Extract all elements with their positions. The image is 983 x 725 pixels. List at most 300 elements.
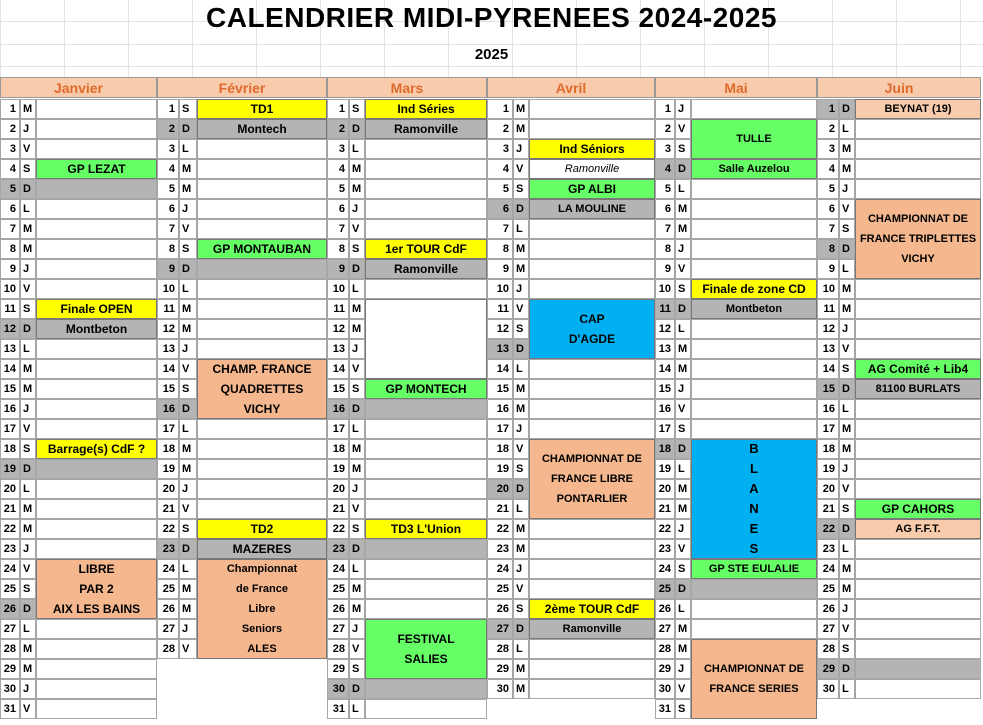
day-event-cell[interactable] xyxy=(365,499,487,519)
day-event-cell[interactable] xyxy=(855,559,981,579)
event-line: PONTARLIER xyxy=(556,493,628,505)
day-event-cell[interactable] xyxy=(36,339,157,359)
day-event-cell[interactable] xyxy=(691,399,817,419)
event-block[interactable] xyxy=(855,99,981,119)
weekday-letter: L xyxy=(349,279,365,299)
event-block[interactable] xyxy=(855,499,981,519)
day-event-cell[interactable] xyxy=(529,359,655,379)
event-line: FRANCE TRIPLETTES xyxy=(859,233,977,245)
day-number: 27 xyxy=(0,619,20,639)
day-event-cell[interactable] xyxy=(365,219,487,239)
event-line: LIBRE xyxy=(78,562,115,576)
month-header-juin: Juin xyxy=(817,77,981,98)
weekday-letter: S xyxy=(349,99,365,119)
event-block[interactable] xyxy=(36,299,157,319)
day-number: 28 xyxy=(817,639,839,659)
event-block[interactable] xyxy=(197,539,327,559)
day-number: 13 xyxy=(655,339,675,359)
day-event-cell[interactable] xyxy=(36,639,157,659)
day-number: 11 xyxy=(487,299,513,319)
weekday-letter: J xyxy=(839,319,855,339)
weekday-letter: L xyxy=(349,419,365,439)
day-event-cell[interactable] xyxy=(365,279,487,299)
day-number: 22 xyxy=(817,519,839,539)
day-event-cell[interactable] xyxy=(197,499,327,519)
day-number: 5 xyxy=(327,179,349,199)
day-event-cell[interactable] xyxy=(529,419,655,439)
day-event-cell[interactable] xyxy=(365,539,487,559)
weekday-letter: S xyxy=(349,519,365,539)
weekday-letter: J xyxy=(675,239,691,259)
day-number: 31 xyxy=(327,699,349,719)
weekday-letter: V xyxy=(675,259,691,279)
weekday-letter: M xyxy=(349,299,365,319)
day-number: 10 xyxy=(327,279,349,299)
day-event-cell[interactable] xyxy=(197,259,327,279)
weekday-letter: D xyxy=(349,259,365,279)
day-event-cell[interactable] xyxy=(529,659,655,679)
weekday-letter: V xyxy=(839,619,855,639)
day-event-cell[interactable] xyxy=(197,139,327,159)
day-event-cell[interactable] xyxy=(529,539,655,559)
day-number: 11 xyxy=(327,299,349,319)
day-event-cell[interactable] xyxy=(197,219,327,239)
day-number: 2 xyxy=(487,119,513,139)
event-line: Libre xyxy=(248,603,276,615)
day-event-cell[interactable] xyxy=(529,239,655,259)
event-line: CHAMP. FRANCE xyxy=(212,362,312,376)
event-block[interactable] xyxy=(36,559,157,619)
event-block[interactable] xyxy=(197,99,327,119)
event-block[interactable] xyxy=(855,379,981,399)
day-number: 13 xyxy=(0,339,20,359)
day-event-cell[interactable] xyxy=(529,639,655,659)
day-event-cell[interactable] xyxy=(529,679,655,699)
event-block[interactable] xyxy=(529,599,655,619)
day-event-cell[interactable] xyxy=(365,559,487,579)
day-event-cell[interactable] xyxy=(855,439,981,459)
day-event-cell[interactable] xyxy=(36,679,157,699)
weekday-letter: D xyxy=(20,319,36,339)
event-block[interactable] xyxy=(197,239,327,259)
day-event-cell[interactable] xyxy=(855,679,981,699)
weekday-letter: M xyxy=(675,219,691,239)
event-line: VICHY xyxy=(243,402,281,416)
day-event-cell[interactable] xyxy=(365,399,487,419)
event-block[interactable] xyxy=(36,159,157,179)
day-event-cell[interactable] xyxy=(197,299,327,319)
event-block[interactable] xyxy=(365,519,487,539)
event-block[interactable] xyxy=(691,559,817,579)
day-event-cell[interactable] xyxy=(691,319,817,339)
event-line: S xyxy=(749,541,759,556)
day-event-cell[interactable] xyxy=(855,399,981,419)
weekday-letter: M xyxy=(20,519,36,539)
weekday-letter: J xyxy=(349,479,365,499)
weekday-letter: L xyxy=(349,559,365,579)
day-number: 30 xyxy=(487,679,513,699)
day-number: 10 xyxy=(487,279,513,299)
weekday-letter: V xyxy=(675,679,691,699)
day-event-cell[interactable] xyxy=(855,279,981,299)
day-number: 3 xyxy=(157,139,179,159)
day-number: 18 xyxy=(817,439,839,459)
weekday-letter: S xyxy=(839,359,855,379)
day-number: 11 xyxy=(817,299,839,319)
day-number: 8 xyxy=(327,239,349,259)
day-event-cell[interactable] xyxy=(529,119,655,139)
day-event-cell[interactable] xyxy=(855,179,981,199)
weekday-letter: D xyxy=(349,679,365,699)
event-line: Ind Séniors xyxy=(559,142,625,156)
day-event-cell[interactable] xyxy=(197,179,327,199)
event-block[interactable] xyxy=(197,359,327,419)
day-event-cell[interactable] xyxy=(691,579,817,599)
day-number: 2 xyxy=(0,119,20,139)
day-event-cell[interactable] xyxy=(197,159,327,179)
day-event-cell[interactable] xyxy=(691,379,817,399)
day-event-cell[interactable] xyxy=(197,419,327,439)
day-event-cell[interactable] xyxy=(855,419,981,439)
day-number: 21 xyxy=(655,499,675,519)
event-block[interactable] xyxy=(691,279,817,299)
event-block[interactable] xyxy=(855,199,981,279)
event-block[interactable] xyxy=(529,139,655,159)
weekday-letter: M xyxy=(513,519,529,539)
weekday-letter: J xyxy=(513,559,529,579)
day-event-cell[interactable] xyxy=(529,99,655,119)
weekday-letter: V xyxy=(179,639,197,659)
day-event-cell[interactable] xyxy=(36,499,157,519)
weekday-letter: L xyxy=(675,319,691,339)
day-event-cell[interactable] xyxy=(365,479,487,499)
day-number: 22 xyxy=(0,519,20,539)
day-event-cell[interactable] xyxy=(36,279,157,299)
event-line: FRANCE LIBRE xyxy=(551,473,633,485)
day-event-cell[interactable] xyxy=(36,419,157,439)
day-number: 21 xyxy=(0,499,20,519)
day-number: 18 xyxy=(157,439,179,459)
day-number: 25 xyxy=(0,579,20,599)
day-number: 5 xyxy=(0,179,20,199)
day-event-cell[interactable] xyxy=(691,339,817,359)
weekday-letter: J xyxy=(839,179,855,199)
weekday-letter: D xyxy=(179,119,197,139)
day-event-cell[interactable] xyxy=(529,399,655,419)
event-block[interactable] xyxy=(529,619,655,639)
day-event-cell[interactable] xyxy=(529,559,655,579)
event-block[interactable] xyxy=(365,299,487,379)
day-event-cell[interactable] xyxy=(691,259,817,279)
event-line: Finale OPEN xyxy=(60,302,133,316)
day-event-cell[interactable] xyxy=(36,99,157,119)
month-header-mai: Mai xyxy=(655,77,817,98)
day-number: 14 xyxy=(487,359,513,379)
day-number: 23 xyxy=(157,539,179,559)
day-event-cell[interactable] xyxy=(36,379,157,399)
day-number: 24 xyxy=(817,559,839,579)
day-number: 25 xyxy=(487,579,513,599)
day-event-cell[interactable] xyxy=(691,99,817,119)
event-line: SALIES xyxy=(404,652,448,666)
event-block[interactable] xyxy=(691,639,817,719)
event-block[interactable] xyxy=(529,179,655,199)
weekday-letter: S xyxy=(839,219,855,239)
day-event-cell[interactable] xyxy=(365,419,487,439)
day-event-cell[interactable] xyxy=(36,459,157,479)
day-number: 17 xyxy=(157,419,179,439)
weekday-letter: D xyxy=(839,379,855,399)
day-event-cell[interactable] xyxy=(855,619,981,639)
day-event-cell[interactable] xyxy=(855,299,981,319)
weekday-letter: L xyxy=(839,119,855,139)
day-event-cell[interactable] xyxy=(36,259,157,279)
day-event-cell[interactable] xyxy=(36,239,157,259)
weekday-letter: J xyxy=(513,419,529,439)
day-event-cell[interactable] xyxy=(197,279,327,299)
weekday-letter: M xyxy=(513,99,529,119)
weekday-letter: J xyxy=(513,139,529,159)
event-line: Championnat xyxy=(226,563,298,575)
day-number: 8 xyxy=(487,239,513,259)
event-line: TD2 xyxy=(250,522,274,536)
event-line: GP MONTAUBAN xyxy=(212,242,312,256)
day-event-cell[interactable] xyxy=(529,519,655,539)
event-block[interactable] xyxy=(529,299,655,359)
event-block[interactable] xyxy=(36,439,157,459)
day-number: 26 xyxy=(817,599,839,619)
event-block[interactable] xyxy=(36,319,157,339)
weekday-letter: M xyxy=(675,339,691,359)
event-line: GP ALBI xyxy=(567,182,616,196)
day-event-cell[interactable] xyxy=(365,199,487,219)
event-line: Montbeton xyxy=(65,322,128,336)
day-number: 6 xyxy=(327,199,349,219)
event-line: FESTIVAL xyxy=(397,632,455,646)
day-event-cell[interactable] xyxy=(855,599,981,619)
event-block[interactable] xyxy=(197,519,327,539)
weekday-letter: J xyxy=(20,119,36,139)
day-number: 29 xyxy=(817,659,839,679)
weekday-letter: M xyxy=(675,499,691,519)
day-number: 21 xyxy=(157,499,179,519)
event-block[interactable] xyxy=(365,99,487,119)
weekday-letter: M xyxy=(179,599,197,619)
event-block[interactable] xyxy=(529,439,655,519)
day-number: 15 xyxy=(655,379,675,399)
day-number: 23 xyxy=(487,539,513,559)
day-event-cell[interactable] xyxy=(365,439,487,459)
event-block[interactable] xyxy=(197,119,327,139)
day-event-cell[interactable] xyxy=(36,199,157,219)
day-event-cell[interactable] xyxy=(691,179,817,199)
day-event-cell[interactable] xyxy=(365,699,487,719)
day-event-cell[interactable] xyxy=(855,319,981,339)
day-number: 22 xyxy=(157,519,179,539)
event-block[interactable] xyxy=(691,119,817,159)
day-number: 7 xyxy=(655,219,675,239)
weekday-letter: M xyxy=(513,379,529,399)
weekday-letter: M xyxy=(20,99,36,119)
day-event-cell[interactable] xyxy=(36,619,157,639)
day-event-cell[interactable] xyxy=(529,219,655,239)
day-number: 9 xyxy=(655,259,675,279)
event-block[interactable] xyxy=(691,299,817,319)
day-event-cell[interactable] xyxy=(529,579,655,599)
weekday-letter: S xyxy=(179,99,197,119)
day-number: 17 xyxy=(817,419,839,439)
day-event-cell[interactable] xyxy=(197,199,327,219)
weekday-letter: J xyxy=(179,479,197,499)
weekday-letter: V xyxy=(839,199,855,219)
event-line: FRANCE SERIES xyxy=(709,683,799,695)
weekday-letter: D xyxy=(179,259,197,279)
day-event-cell[interactable] xyxy=(855,579,981,599)
day-event-cell[interactable] xyxy=(691,619,817,639)
event-block[interactable] xyxy=(365,239,487,259)
day-event-cell[interactable] xyxy=(36,179,157,199)
day-number: 22 xyxy=(655,519,675,539)
day-event-cell[interactable] xyxy=(365,459,487,479)
day-event-cell[interactable] xyxy=(691,599,817,619)
event-line: Montech xyxy=(237,122,287,136)
day-event-cell[interactable] xyxy=(197,459,327,479)
weekday-letter: M xyxy=(839,159,855,179)
event-block[interactable] xyxy=(197,559,327,659)
weekday-letter: M xyxy=(839,279,855,299)
weekday-letter: L xyxy=(179,419,197,439)
weekday-letter: S xyxy=(675,419,691,439)
event-block[interactable] xyxy=(529,159,655,179)
day-event-cell[interactable] xyxy=(691,219,817,239)
day-event-cell[interactable] xyxy=(36,659,157,679)
day-event-cell[interactable] xyxy=(691,359,817,379)
event-block[interactable] xyxy=(691,159,817,179)
day-event-cell[interactable] xyxy=(36,359,157,379)
weekday-letter: V xyxy=(839,479,855,499)
day-event-cell[interactable] xyxy=(36,479,157,499)
weekday-letter: M xyxy=(839,299,855,319)
weekday-letter: L xyxy=(20,479,36,499)
event-block[interactable] xyxy=(855,519,981,539)
day-event-cell[interactable] xyxy=(365,159,487,179)
weekday-letter: L xyxy=(179,559,197,579)
day-number: 9 xyxy=(487,259,513,279)
day-event-cell[interactable] xyxy=(855,479,981,499)
weekday-letter: M xyxy=(179,319,197,339)
weekday-letter: M xyxy=(179,159,197,179)
day-event-cell[interactable] xyxy=(855,119,981,139)
weekday-letter: J xyxy=(179,199,197,219)
day-number: 6 xyxy=(817,199,839,219)
weekday-letter: D xyxy=(20,459,36,479)
day-event-cell[interactable] xyxy=(529,279,655,299)
day-number: 20 xyxy=(817,479,839,499)
weekday-letter: J xyxy=(179,339,197,359)
day-number: 28 xyxy=(327,639,349,659)
event-line: Seniors xyxy=(241,623,283,635)
weekday-letter: D xyxy=(20,599,36,619)
day-event-cell[interactable] xyxy=(197,479,327,499)
day-event-cell[interactable] xyxy=(36,519,157,539)
day-event-cell[interactable] xyxy=(197,319,327,339)
day-event-cell[interactable] xyxy=(855,139,981,159)
event-block[interactable] xyxy=(365,379,487,399)
day-number: 7 xyxy=(157,219,179,239)
day-number: 3 xyxy=(0,139,20,159)
day-number: 4 xyxy=(327,159,349,179)
day-event-cell[interactable] xyxy=(855,159,981,179)
event-line: GP CAHORS xyxy=(881,502,955,516)
day-event-cell[interactable] xyxy=(691,199,817,219)
event-block[interactable] xyxy=(855,359,981,379)
day-event-cell[interactable] xyxy=(855,639,981,659)
day-event-cell[interactable] xyxy=(855,659,981,679)
day-event-cell[interactable] xyxy=(855,339,981,359)
day-event-cell[interactable] xyxy=(855,459,981,479)
day-number: 16 xyxy=(157,399,179,419)
day-event-cell[interactable] xyxy=(365,139,487,159)
day-event-cell[interactable] xyxy=(365,179,487,199)
day-number: 19 xyxy=(655,459,675,479)
day-event-cell[interactable] xyxy=(529,379,655,399)
event-block[interactable] xyxy=(365,119,487,139)
weekday-letter: S xyxy=(675,559,691,579)
day-event-cell[interactable] xyxy=(36,219,157,239)
weekday-letter: V xyxy=(20,699,36,719)
weekday-letter: M xyxy=(349,579,365,599)
day-number: 12 xyxy=(0,319,20,339)
event-line: QUADRETTES xyxy=(220,382,304,396)
event-block[interactable] xyxy=(365,259,487,279)
day-event-cell[interactable] xyxy=(36,119,157,139)
day-event-cell[interactable] xyxy=(197,439,327,459)
day-event-cell[interactable] xyxy=(529,259,655,279)
day-event-cell[interactable] xyxy=(855,539,981,559)
weekday-letter: V xyxy=(349,219,365,239)
day-event-cell[interactable] xyxy=(691,419,817,439)
weekday-letter: L xyxy=(349,699,365,719)
event-line: CAP xyxy=(579,312,605,326)
day-event-cell[interactable] xyxy=(36,539,157,559)
event-line: LA MOULINE xyxy=(557,203,627,215)
day-event-cell[interactable] xyxy=(365,579,487,599)
day-number: 25 xyxy=(327,579,349,599)
event-block[interactable] xyxy=(529,199,655,219)
day-event-cell[interactable] xyxy=(197,339,327,359)
weekday-letter: M xyxy=(179,459,197,479)
day-event-cell[interactable] xyxy=(36,699,157,719)
day-number: 1 xyxy=(655,99,675,119)
weekday-letter: S xyxy=(20,439,36,459)
weekday-letter: V xyxy=(20,279,36,299)
event-block[interactable] xyxy=(365,619,487,679)
day-event-cell[interactable] xyxy=(691,239,817,259)
event-line: BEYNAT (19) xyxy=(884,103,952,115)
event-line: AIX LES BAINS xyxy=(52,602,141,616)
day-event-cell[interactable] xyxy=(36,139,157,159)
day-event-cell[interactable] xyxy=(365,599,487,619)
event-line: A xyxy=(749,481,759,496)
day-number: 7 xyxy=(0,219,20,239)
day-number: 17 xyxy=(655,419,675,439)
weekday-letter: D xyxy=(675,299,691,319)
event-block[interactable] xyxy=(691,439,817,559)
weekday-letter: L xyxy=(675,599,691,619)
day-event-cell[interactable] xyxy=(365,679,487,699)
weekday-letter: D xyxy=(675,439,691,459)
day-event-cell[interactable] xyxy=(36,399,157,419)
